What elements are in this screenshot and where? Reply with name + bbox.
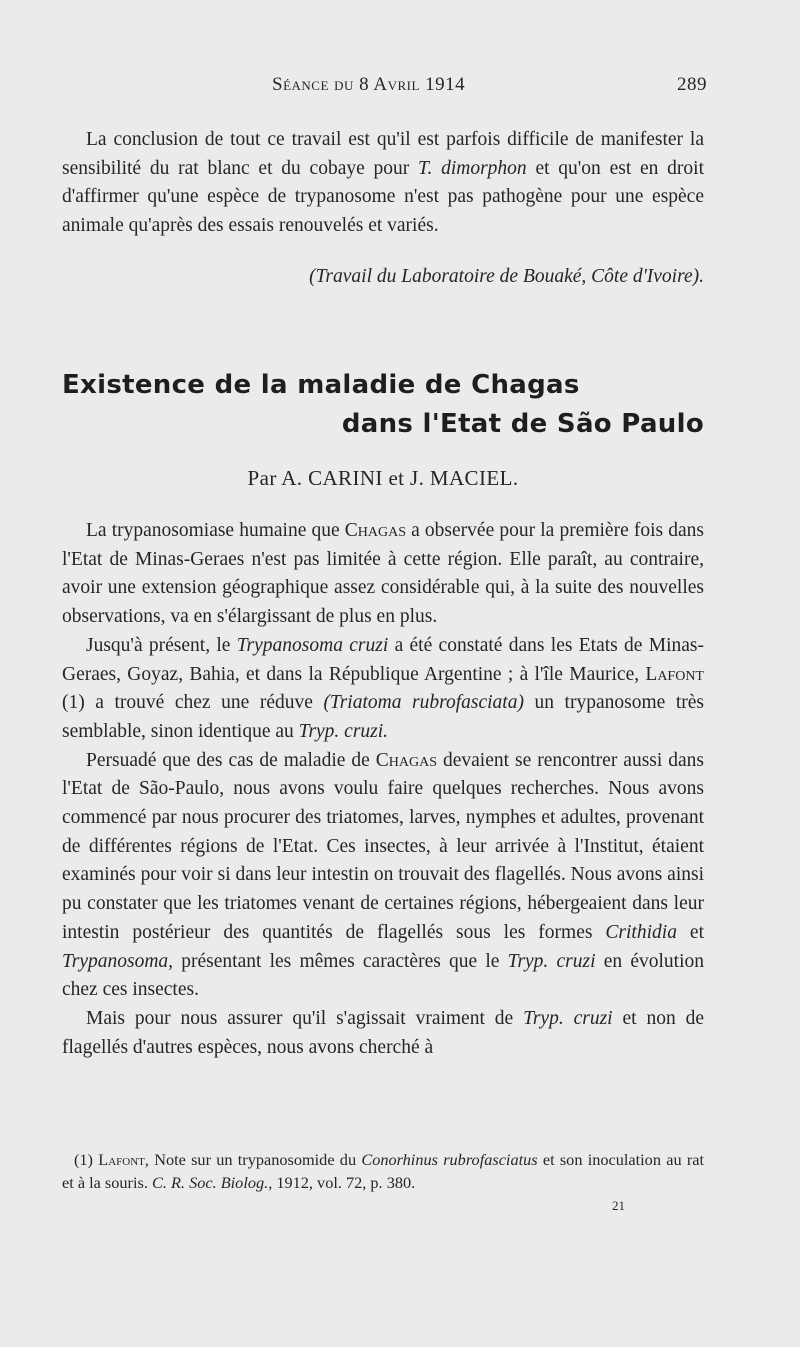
author-name: Lafont bbox=[645, 663, 704, 685]
footnote bbox=[62, 1149, 704, 1194]
paragraph: La trypanosomiase humaine que Chagas a observée pour la première fois dans l'Etat de Minas-Geraes n'est pas limitée à cette région. Elle paraît, au contraire, avoir une extension géographique assez considérable qui, à la suite des nouvelles observations, va en s'élargissant de plus en plus. bbox=[62, 520, 704, 628]
article-title-line-1: Existence de la maladie de Chagas bbox=[62, 370, 580, 400]
species-name: (Triatoma rubrofasciata) bbox=[323, 692, 524, 714]
author-name: Lafont bbox=[98, 1150, 145, 1169]
paragraph: La conclusion de tout ce travail est qu'il est parfois difficile de manifester la sensibilité du rat blanc et du cobaye pour T. dimorphon et qu'on est en droit d'affirmer qu'une espèce de trypanosome n'est pas pathogène pour une espèce animale qu'après des essais renouvelés et variés. bbox=[62, 129, 705, 237]
article-title-line-2: dans l'Etat de São Paulo bbox=[341, 409, 704, 439]
page-number: 289 bbox=[677, 74, 707, 95]
species-name: T. dimorphon bbox=[418, 157, 527, 179]
laboratory-credit: (Travail du Laboratoire de Bouaké, Côte d'Ivoire). bbox=[309, 266, 704, 287]
author-name: Chagas bbox=[344, 520, 407, 541]
journal-name: C. R. Soc. Biolog. bbox=[151, 1172, 269, 1192]
author-name: Chagas bbox=[375, 749, 437, 771]
species-name: Trypanosoma cruzi bbox=[236, 634, 389, 656]
species-name: Conorhinus rubrofasciatus bbox=[361, 1150, 538, 1169]
running-title: Séance du 8 Avril 1914 bbox=[272, 74, 466, 95]
species-name: Tryp. cruzi bbox=[507, 950, 596, 972]
species-name: Crithidia bbox=[605, 921, 677, 943]
article-body bbox=[62, 517, 704, 1062]
paragraph: Persuadé que des cas de maladie de Chagas devaient se rencontrer aussi dans l'Etat de São-Paulo, nous avons voulu faire quelques recherches. Nous avons commencé par nous procurer des triatomes, larves, nymphes et adultes, provenant de différentes régions de l'Etat. Ces insectes, à leur arrivée à l'Institut, étaient examinés pour voir si dans leur intestin on trouvait des flagellés. Nous avons ainsi pu constater que les triatomes venant de certaines régions, hébergeaient dans leur intestin postérieur des quantités de flagellés sous les formes Crithidia et Trypanosoma, présentant les mêmes caractères que le Tryp. cruzi en évolution chez ces insectes. bbox=[62, 749, 705, 1001]
paragraph: Jusqu'à présent, le Trypanosoma cruzi a été constaté dans les Etats de Minas-Geraes, Goyaz, Bahia, et dans la République Argentine ; à l'île Maurice, Lafont (1) a trouvé chez une réduve (Triatoma rubrofasciata) un trypanosome très semblable, sinon identique au Tryp. cruzi. bbox=[62, 634, 704, 742]
previous-article-conclusion bbox=[62, 126, 704, 241]
footnote-text: (1) Lafont, Note sur un trypanosomide du Conorhinus rubrofasciatus et son inoculation au rat et à la souris. C. R. Soc. Biolog., 1912, vol. 72, p. 380. bbox=[62, 1150, 705, 1192]
paragraph: Mais pour nous assurer qu'il s'agissait vraiment de Tryp. cruzi et non de flagellés d'autres espèces, nous avons cherché à bbox=[62, 1007, 705, 1058]
species-name: Trypanosoma, bbox=[62, 950, 174, 972]
species-name: Tryp. cruzi. bbox=[298, 720, 389, 742]
species-name: Tryp. cruzi bbox=[523, 1007, 613, 1029]
article-authors: Par A. CARINI et J. MACIEL. bbox=[247, 466, 519, 490]
printer-signature: 21 bbox=[612, 1198, 625, 1213]
